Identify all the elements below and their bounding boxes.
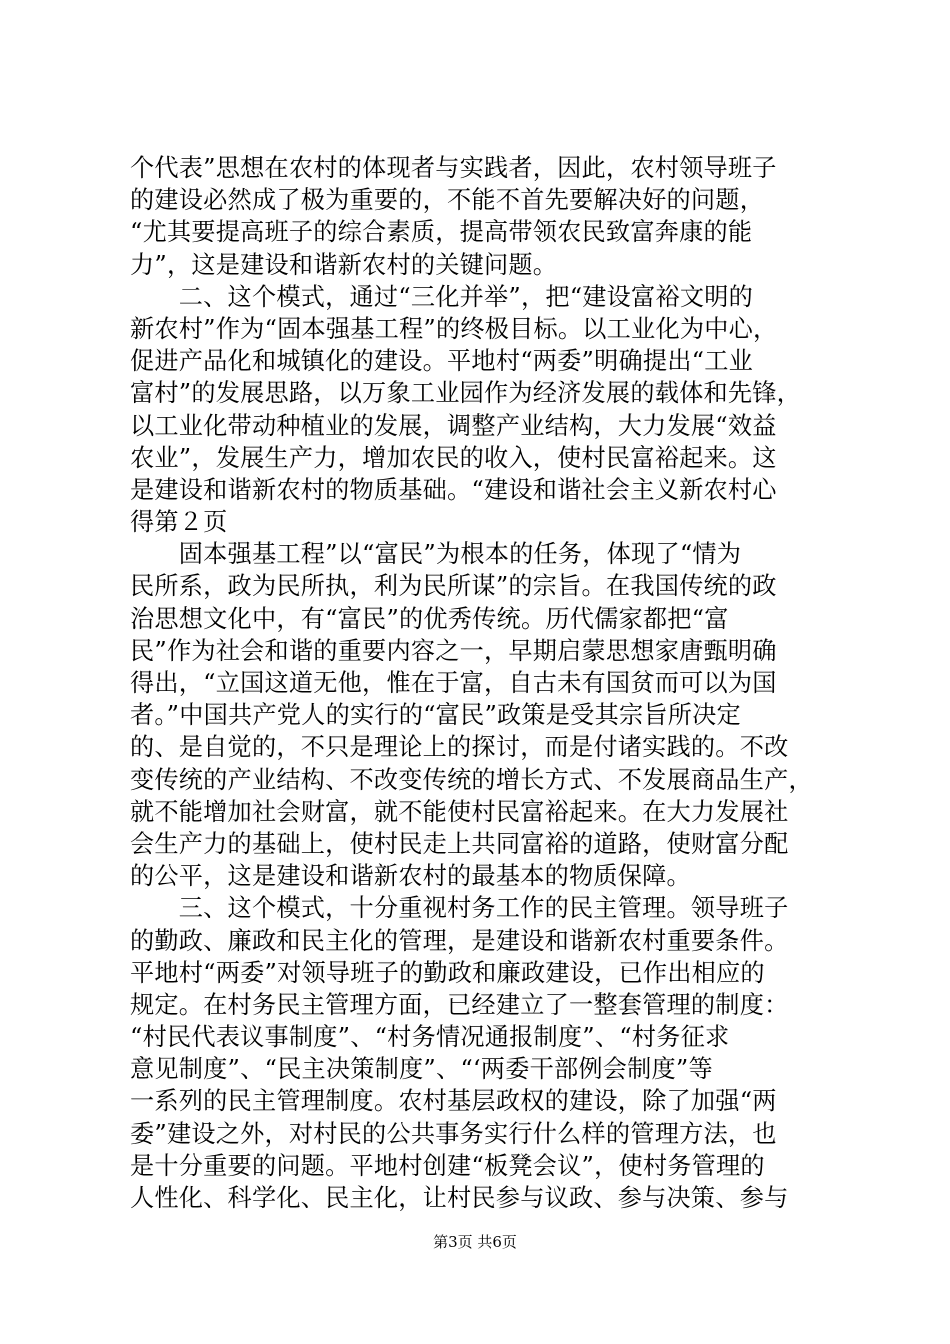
text-line: 的公平，这是建设和谐新农村的最基本的物质保障。 xyxy=(130,862,691,891)
text-line: 二、这个模式，通过“三化并举”，把“建设富裕文明的 xyxy=(130,282,753,311)
text-line: 规定。在村务民主管理方面，已经建立了一整套管理的制度： xyxy=(130,990,789,1019)
text-line: 得第２页 xyxy=(130,508,228,537)
text-line: 农业”，发展生产力，增加农民的收入，使村民富裕起来。这 xyxy=(130,443,777,472)
text-line: 是十分重要的问题。平地村创建“板凳会议”，使村务管理的 xyxy=(130,1151,765,1180)
text-line: 治思想文化中，有“富民”的优秀传统。历代儒家都把“富 xyxy=(130,604,729,633)
text-line: 固本强基工程”以“富民”为根本的任务，体现了“情为 xyxy=(130,540,742,569)
text-line: 新农村”作为“固本强基工程”的终极目标。以工业化为中心， xyxy=(130,314,778,343)
text-line: “村民代表议事制度”、“村务情况通报制度”、“村务征求 xyxy=(130,1023,730,1052)
text-line: 是建设和谐新农村的物质基础。“建设和谐社会主义新农村心 xyxy=(130,475,777,504)
text-line: 富村”的发展思路，以万象工业园作为经济发展的载体和先锋， xyxy=(130,379,802,408)
text-line: 一系列的民主管理制度。农村基层政权的建设，除了加强“两 xyxy=(130,1087,777,1116)
text-line: 个代表”思想在农村的体现者与实践者，因此，农村领导班子 xyxy=(130,154,777,182)
text-line: 意见制度”、“民主决策制度”、“‘两委干部例会制度”等 xyxy=(130,1055,713,1084)
text-line: 民所系，政为民所执，利为民所谋”的宗旨。在我国传统的政 xyxy=(130,572,777,601)
text-line: 得出，“立国这道无他，惟在于富，自古未有国贫而可以为国 xyxy=(130,669,777,697)
text-line: 变传统的产业结构、不改变传统的增长方式、不发展商品生产， xyxy=(130,765,813,794)
text-line: 力”，这是建设和谐新农村的关键问题。 xyxy=(130,250,558,279)
text-line: 促进产品化和城镇化的建设。平地村“两委”明确提出“工业 xyxy=(130,347,753,376)
text-line: 民”作为社会和谐的重要内容之一，早期启蒙思想家唐甄明确 xyxy=(130,636,777,665)
text-line: 会生产力的基础上，使村民走上共同富裕的道路，使财富分配 xyxy=(130,829,789,858)
text-line: 三、这个模式，十分重视村务工作的民主管理。领导班子 xyxy=(130,894,789,923)
text-line: 平地村“两委”对领导班子的勤政和廉政建设，已作出相应的 xyxy=(130,958,765,987)
text-line: “尤其要提高班子的综合素质，提高带领农民致富奔康的能 xyxy=(130,218,753,247)
text-line: 者。”中国共产党人的实行的“富民”政策是受其宗旨所决定 xyxy=(130,701,741,730)
text-line: 人性化、科学化、民主化，让村民参与议政、参与决策、参与 xyxy=(130,1184,789,1212)
text-line: 的勤政、廉政和民主化的管理，是建设和谐新农村重要条件。 xyxy=(130,926,789,955)
text-line: 以工业化带动种植业的发展，调整产业结构，大力发展“效益 xyxy=(130,411,777,440)
text-line: 的、是自觉的，不只是理论上的探讨，而是付诸实践的。不改 xyxy=(130,733,789,762)
body-text xyxy=(130,152,830,1214)
page-footer: 第3页 共6页 xyxy=(433,1233,517,1251)
text-line: 的建设必然成了极为重要的，不能不首先要解决好的问题， xyxy=(130,186,765,215)
text-line: 委”建设之外，对村民的公共事务实行什么样的管理方法，也 xyxy=(130,1119,777,1148)
text-line: 就不能增加社会财富，就不能使村民富裕起来。在大力发展社 xyxy=(130,797,789,826)
